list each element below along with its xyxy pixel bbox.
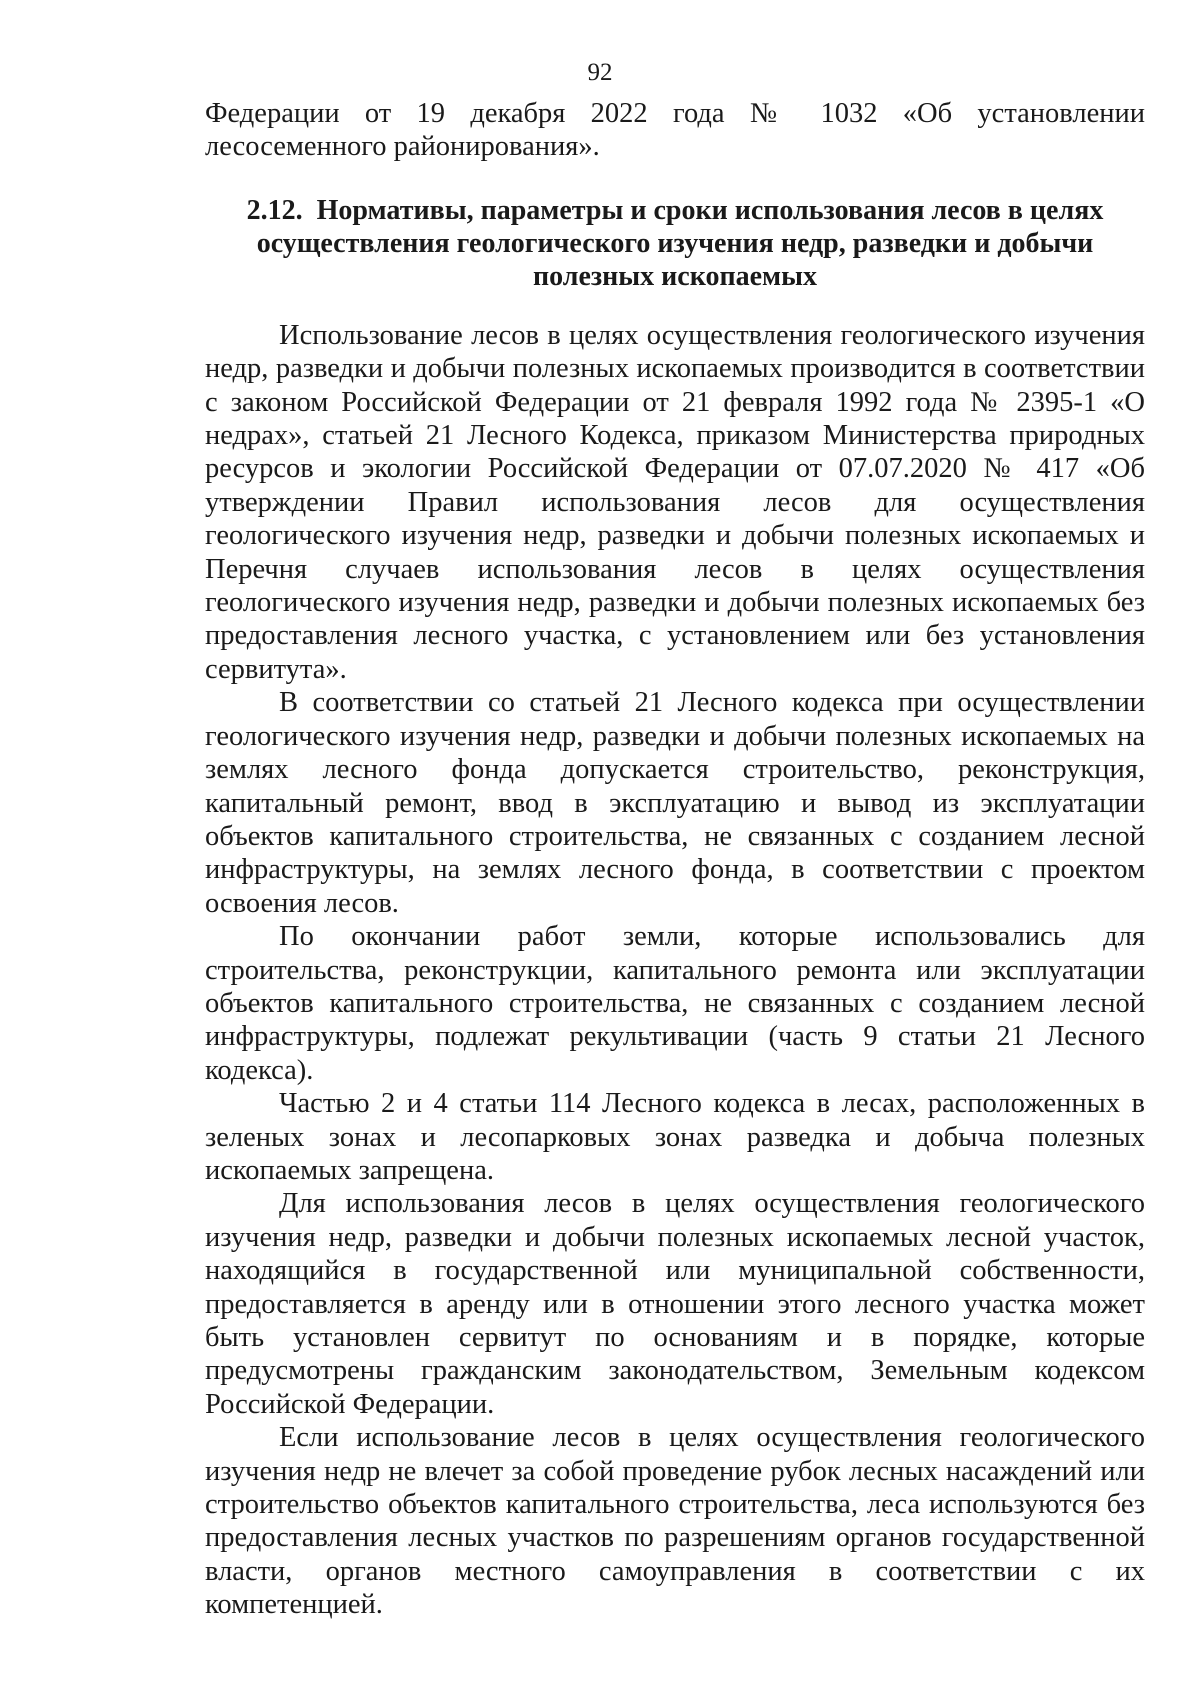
body-paragraph-6: Если использование лесов в целях осуществления геологического изучения недр не влечет за собой проведение рубок лесных насаждений или строительство объектов капитального строительства, леса используются без предоставления лесных участков по разрешениям органов государственной власти, органов местного самоуправления в соответствии с их компетенцией. bbox=[205, 1422, 1145, 1621]
page-number: 92 bbox=[587, 59, 613, 86]
section-title-line-3: полезных ископаемых bbox=[533, 260, 817, 292]
document-body bbox=[205, 97, 1145, 1622]
section-title-line-1: Нормативы, параметры и сроки использования лесов в целях bbox=[316, 194, 1104, 226]
body-paragraph-1: Использование лесов в целях осуществления геологического изучения недр, разведки и добычи полезных ископаемых производится в соответствии с законом Российской Федерации от 21 февраля 1992 года № 2395-1 «О недрах», статьей 21 Лесного Кодекса, приказом Министерства природных ресурсов и экологии Российской Федерации от 07.07.2020 № 417 «Об утверждении Правил использования лесов для осуществления геологического изучения недр, разведки и добычи полезных ископаемых и Перечня случаев использования лесов в целях осуществления геологического изучения недр, разведки и добычи полезных ископаемых без предоставления лесного участка, с установлением или без установления сервитута». bbox=[205, 319, 1145, 685]
body-paragraph-4: Частью 2 и 4 статьи 114 Лесного кодекса в лесах, расположенных в зеленых зонах и лесопарковых зонах разведка и добыча полезных ископаемых запрещена. bbox=[205, 1088, 1145, 1186]
body-paragraph-3: По окончании работ земли, которые использовались для строительства, реконструкции, капитального ремонта или эксплуатации объектов капитального строительства, не связанных с созданием лесной инфраструктуры, подлежат рекультивации (часть 9 статьи 21 Лесного кодекса). bbox=[205, 921, 1145, 1086]
body-paragraph-5: Для использования лесов в целях осуществления геологического изучения недр, разведки и добычи полезных ископаемых лесной участок, находящийся в государственной или муниципальной собственности, предоставляется в аренду или в отношении этого лесного участка может быть установлен сервитут по основаниям и в порядке, которые предусмотрены гражданским законодательством, Земельным кодексом Российской Федерации. bbox=[205, 1188, 1145, 1420]
body-paragraph-2: В соответствии со статьей 21 Лесного кодекса при осуществлении геологического изучения недр, разведки и добычи полезных ископаемых на землях лесного фонда допускается строительство, реконструкция, капитальный ремонт, ввод в эксплуатацию и вывод из эксплуатации объектов капитального строительства, не связанных с созданием лесной инфраструктуры, на землях лесного фонда, в соответствии с проектом освоения лесов. bbox=[205, 687, 1145, 919]
section-title-line-2: осуществления геологического изучения недр, разведки и добычи bbox=[256, 227, 1094, 259]
section-number: 2.12. bbox=[246, 194, 303, 226]
intro-paragraph: Федерации от 19 декабря 2022 года № 1032 «Об установлении лесосеменного районирования». bbox=[205, 98, 1145, 163]
section-heading bbox=[205, 194, 1145, 293]
section-heading-line-1 bbox=[205, 194, 1145, 227]
